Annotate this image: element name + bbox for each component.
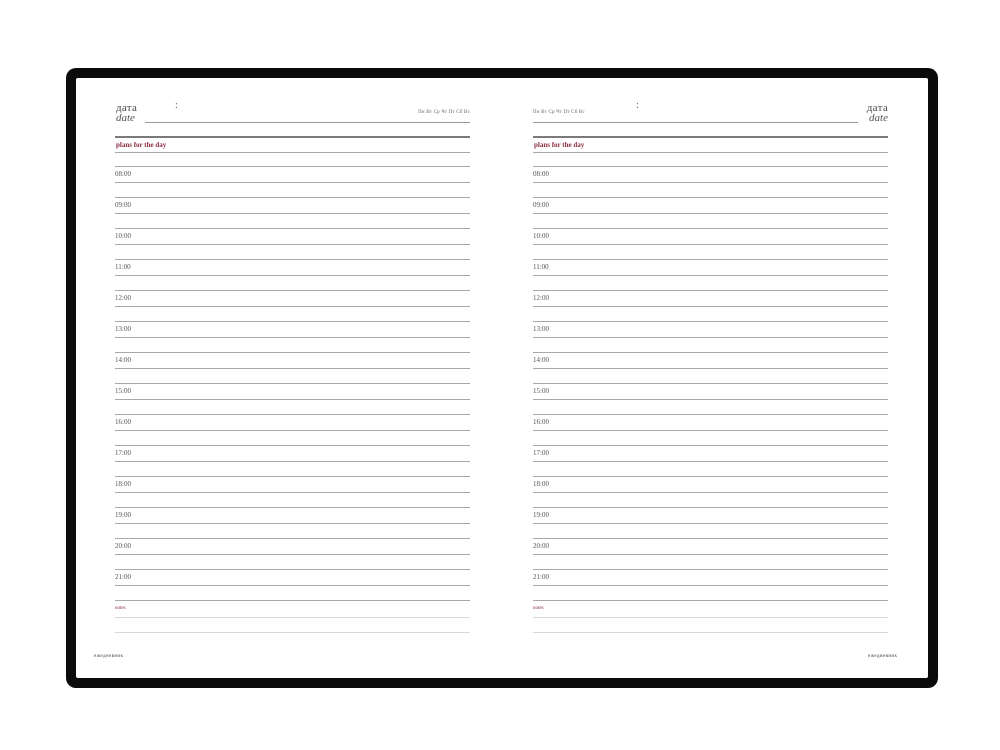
ruled-line <box>533 152 888 153</box>
ruled-line <box>115 569 470 570</box>
ruled-line <box>533 617 888 618</box>
ruled-line <box>533 538 888 539</box>
ruled-line <box>533 197 888 198</box>
ruled-line <box>533 182 888 183</box>
ruled-line <box>115 554 470 555</box>
ruled-line <box>115 228 470 229</box>
hour-label: 12:00 <box>115 294 131 302</box>
date-colon: : <box>636 100 639 111</box>
ruled-line <box>533 213 888 214</box>
ruled-line <box>115 507 470 508</box>
ruled-line <box>115 492 470 493</box>
header-rule <box>533 136 888 138</box>
ruled-line <box>115 182 470 183</box>
ruled-line <box>115 414 470 415</box>
hour-label: 21:00 <box>533 573 549 581</box>
ruled-line <box>533 166 888 167</box>
ruled-line <box>115 430 470 431</box>
ruled-line <box>533 430 888 431</box>
header-rule <box>115 136 470 138</box>
hour-label: 10:00 <box>115 232 131 240</box>
ruled-line <box>115 461 470 462</box>
ruled-line <box>115 585 470 586</box>
hour-label: 20:00 <box>533 542 549 550</box>
ruled-line <box>115 600 470 601</box>
ruled-line <box>533 290 888 291</box>
hour-label: 11:00 <box>533 263 549 271</box>
ruled-line <box>115 352 470 353</box>
ruled-line <box>115 368 470 369</box>
ruled-line <box>533 321 888 322</box>
ruled-line <box>115 259 470 260</box>
hour-label: 08:00 <box>115 170 131 178</box>
ruled-line <box>115 166 470 167</box>
hour-label: 12:00 <box>533 294 549 302</box>
ruled-line <box>115 445 470 446</box>
ruled-line <box>115 383 470 384</box>
hour-label: 14:00 <box>115 356 131 364</box>
footer-brand-left: ежедневник <box>94 654 124 659</box>
hour-label: 19:00 <box>533 511 549 519</box>
ruled-line <box>533 228 888 229</box>
ruled-line <box>115 321 470 322</box>
hour-label: 20:00 <box>115 542 131 550</box>
date-label-ru: дата <box>866 102 888 114</box>
hour-label: 18:00 <box>115 480 131 488</box>
hour-label: 17:00 <box>115 449 131 457</box>
notes-label: notes <box>533 606 544 611</box>
ruled-line <box>533 337 888 338</box>
date-colon: : <box>175 100 178 111</box>
ruled-line <box>533 306 888 307</box>
ruled-line <box>115 275 470 276</box>
hour-label: 13:00 <box>115 325 131 333</box>
ruled-line <box>115 632 470 633</box>
ruled-line <box>533 259 888 260</box>
ruled-line <box>115 197 470 198</box>
ruled-line <box>533 445 888 446</box>
hour-label: 14:00 <box>533 356 549 364</box>
right-page <box>533 98 888 638</box>
ruled-line <box>533 569 888 570</box>
hour-label: 17:00 <box>533 449 549 457</box>
ruled-line <box>533 368 888 369</box>
ruled-line <box>115 213 470 214</box>
ruled-line <box>115 337 470 338</box>
hour-label: 16:00 <box>115 418 131 426</box>
ruled-line <box>533 507 888 508</box>
ruled-line <box>533 632 888 633</box>
ruled-line <box>533 523 888 524</box>
ruled-line <box>115 306 470 307</box>
plans-label: plans for the day <box>116 141 167 149</box>
date-label-ru: дата <box>116 102 138 114</box>
notes-label: notes <box>115 606 126 611</box>
date-label-en: date <box>869 112 888 124</box>
hour-label: 21:00 <box>115 573 131 581</box>
ruled-line <box>533 585 888 586</box>
ruled-line <box>533 352 888 353</box>
ruled-line <box>115 244 470 245</box>
ruled-line <box>533 476 888 477</box>
hour-label: 09:00 <box>533 201 549 209</box>
footer-brand-right: ежедневник <box>868 654 898 659</box>
left-page <box>115 98 470 638</box>
hour-label: 10:00 <box>533 232 549 240</box>
ruled-line <box>533 461 888 462</box>
plans-label: plans for the day <box>534 141 585 149</box>
ruled-line <box>533 492 888 493</box>
ruled-line <box>533 244 888 245</box>
date-label-en: date <box>116 112 135 124</box>
ruled-line <box>115 523 470 524</box>
hour-label: 19:00 <box>115 511 131 519</box>
ruled-line <box>115 290 470 291</box>
hour-label: 08:00 <box>533 170 549 178</box>
hour-label: 11:00 <box>115 263 131 271</box>
hour-label: 18:00 <box>533 480 549 488</box>
date-underline <box>533 122 858 123</box>
hour-label: 13:00 <box>533 325 549 333</box>
hour-label: 09:00 <box>115 201 131 209</box>
ruled-line <box>115 152 470 153</box>
hour-label: 16:00 <box>533 418 549 426</box>
ruled-line <box>533 275 888 276</box>
ruled-line <box>533 414 888 415</box>
ruled-line <box>533 554 888 555</box>
ruled-line <box>115 538 470 539</box>
ruled-line <box>115 476 470 477</box>
ruled-line <box>533 383 888 384</box>
ruled-line <box>533 600 888 601</box>
ruled-line <box>115 399 470 400</box>
ruled-line <box>115 617 470 618</box>
weekday-abbreviations: Пн Вт Ср Чт Пт Сб Вс <box>533 110 585 115</box>
date-underline <box>145 122 470 123</box>
hour-label: 15:00 <box>533 387 549 395</box>
ruled-line <box>533 399 888 400</box>
hour-label: 15:00 <box>115 387 131 395</box>
weekday-abbreviations: Пн Вт Ср Чт Пт Сб Вс <box>418 110 470 115</box>
